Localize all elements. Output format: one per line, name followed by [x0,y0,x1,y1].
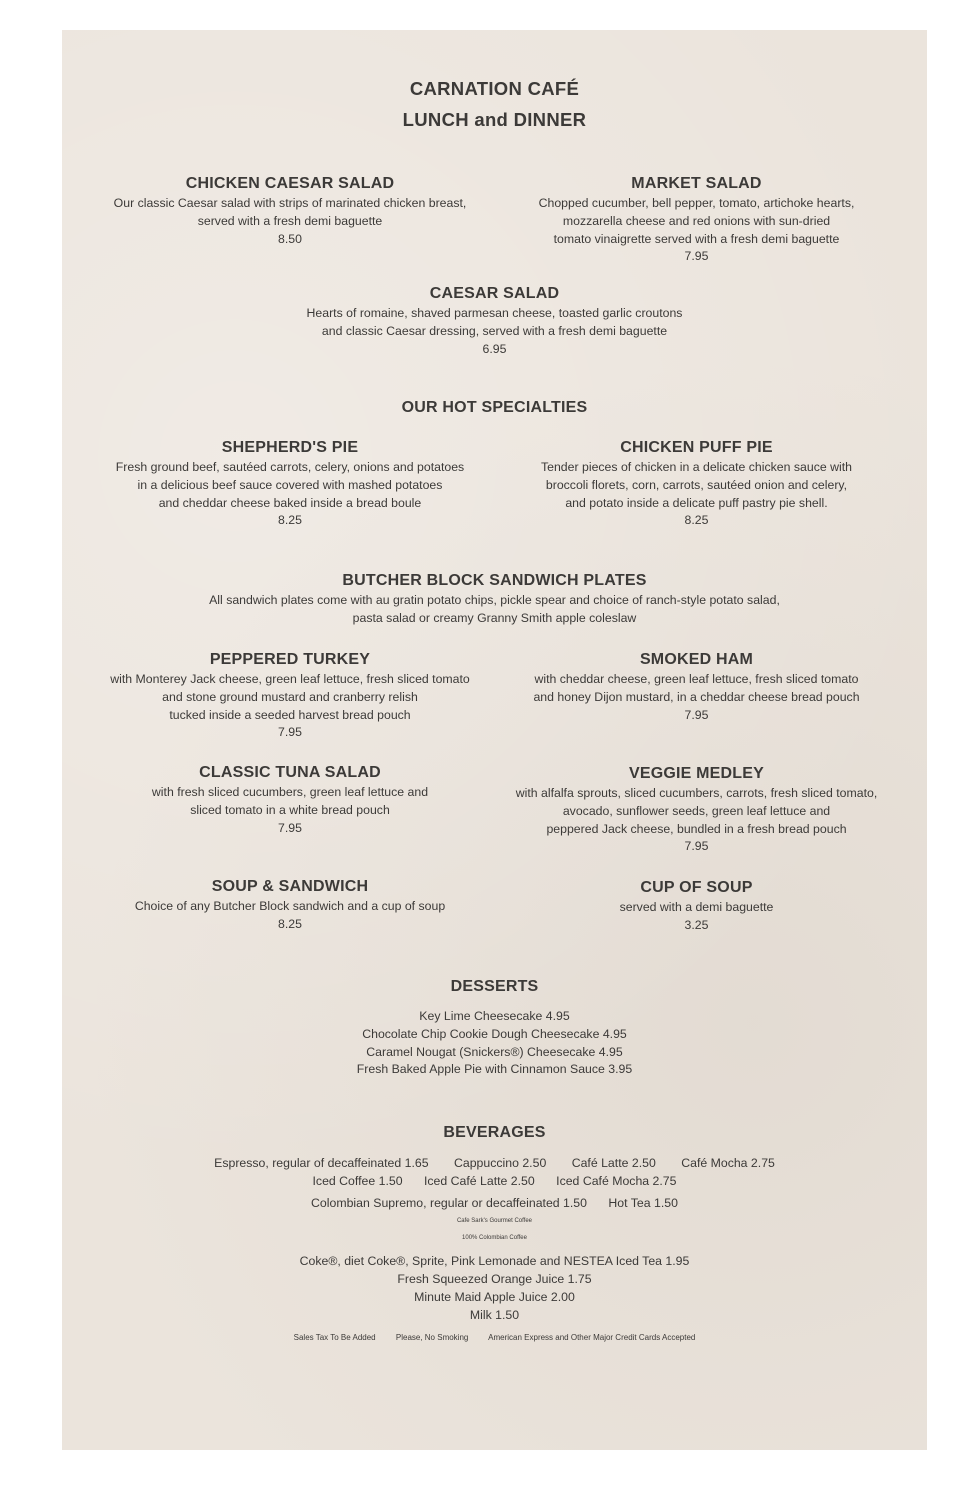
footer-smoking: Please, No Smoking [395,1333,469,1342]
chicken-puff-pie [494,439,899,530]
beverage-item: Iced Coffee 1.50 [312,1173,403,1188]
item-name: VEGGIE MEDLEY [628,765,765,782]
item-desc-line: and potato inside a delicate puff pastry pie shell. [565,495,828,510]
peppered-turkey [94,651,486,742]
item-desc-line: avocado, sunflower seeds, green leaf lettuce and [562,803,831,818]
butcher-block-section [122,572,867,628]
beverage-row: Minute Maid Apple Juice 2.00 [414,1289,575,1304]
item-name: CAESAR SALAD [429,285,560,302]
beverage-item: Café Latte 2.50 [571,1156,656,1170]
beverage-item: Espresso, regular of decaffeinated 1.65 [214,1156,429,1170]
item-price: 7.95 [684,839,709,854]
item-desc-line: sliced tomato in a white bread pouch [190,802,390,817]
item-desc-line: with cheddar cheese, green leaf lettuce, fresh sliced tomato [534,672,859,686]
item-price: 8.50 [278,231,302,246]
item-price: 8.25 [278,916,302,931]
dessert-item: Caramel Nougat (Snickers®) Cheesecake 4.95 [366,1044,623,1059]
item-desc-line: served with a fresh demi baguette [197,213,383,228]
item-price: 7.95 [278,725,302,740]
item-desc-line: mozzarella cheese and red onions with sun-dried [562,213,831,228]
market-salad [494,175,899,266]
beverages-section [122,1124,867,1325]
cup-of-soup [494,879,899,935]
shepherds-pie [94,439,486,530]
item-desc-line: with Monterey Jack cheese, green leaf lettuce, fresh sliced tomato [110,672,470,686]
menu-subtitle: LUNCH and DINNER [402,109,587,130]
item-desc-line: Tender pieces of chicken in a delicate chicken sauce with [540,460,852,474]
caesar-salad [122,285,867,358]
beverage-item: Iced Café Mocha 2.75 [556,1173,677,1188]
dessert-item: Chocolate Chip Cookie Dough Cheesecake 4.95 [362,1026,627,1041]
item-desc-line: tucked inside a seeded harvest bread pouch [169,707,411,722]
item-price: 8.25 [684,513,709,528]
dessert-item: Fresh Baked Apple Pie with Cinnamon Sauce 3.95 [356,1062,633,1077]
coffee-note: Cafe Sark's Gourmet Coffee [456,1218,533,1225]
beverage-row [122,1195,867,1213]
item-desc-line: Chopped cucumber, bell pepper, tomato, artichoke hearts, [538,196,855,210]
beverage-item: Iced Café Latte 2.50 [423,1173,535,1188]
item-desc-line: peppered Jack cheese, bundled in a fresh bread pouch [546,821,847,836]
item-desc-line: and honey Dijon mustard, in a cheddar cheese bread pouch [533,689,860,704]
item-price: 7.95 [278,820,302,835]
coffee-note: 100% Colombian Coffee [462,1235,527,1242]
cafe-name: CARNATION CAFÉ [409,78,580,99]
item-price: 7.95 [684,707,709,722]
item-name: CHICKEN PUFF PIE [620,439,773,456]
item-desc-line: in a delicious beef sauce covered with mashed potatoes [137,477,443,492]
veggie-medley [494,765,899,856]
beverage-item: Café Mocha 2.75 [681,1156,775,1170]
beverage-row [122,1173,867,1191]
item-desc-line: with alfalfa sprouts, sliced cucumbers, carrots, fresh sliced tomato, [515,786,878,800]
desserts-section [122,978,867,1079]
section-desc-line: All sandwich plates come with au gratin potato chips, pickle spear and choice of ranch-style potato salad, [209,593,780,607]
section-desc-line: pasta salad or creamy Granny Smith apple coleslaw [352,610,637,625]
beverage-item: Hot Tea 1.50 [608,1195,678,1210]
item-desc-line: Choice of any Butcher Block sandwich and a cup of soup [134,899,446,913]
item-price: 7.95 [684,249,709,264]
section-heading: BEVERAGES [443,1124,546,1141]
soup-and-sandwich [94,878,486,934]
classic-tuna-salad [94,764,486,837]
beverage-item: Cappuccino 2.50 [453,1156,547,1170]
item-price: 6.95 [482,341,507,356]
beverage-row: Fresh Squeezed Orange Juice 1.75 [397,1272,592,1287]
item-name: MARKET SALAD [631,175,762,192]
item-desc-line: Fresh ground beef, sautéed carrots, celery, onions and potatoes [115,460,465,474]
item-desc-line: with fresh sliced cucumbers, green leaf lettuce and [151,785,429,799]
item-desc-line: and stone ground mustard and cranberry relish [162,689,418,704]
item-price: 3.25 [684,917,709,932]
chicken-caesar-salad [94,175,486,248]
menu-card [62,30,927,1450]
item-name: SOUP & SANDWICH [211,878,369,895]
section-heading: BUTCHER BLOCK SANDWICH PLATES [342,572,647,589]
item-name: PEPPERED TURKEY [209,651,371,668]
dessert-item: Key Lime Cheesecake 4.95 [419,1009,570,1023]
item-name: CLASSIC TUNA SALAD [199,764,381,781]
item-desc-line: tomato vinaigrette served with a fresh demi baguette [553,231,840,246]
item-name: SMOKED HAM [639,651,754,668]
footer-credit: American Express and Other Major Credit Cards Accepted [488,1333,696,1342]
item-name: CHICKEN CAESAR SALAD [185,175,395,192]
beverage-item: Colombian Supremo, regular or decaffeinated 1.50 [311,1195,587,1210]
item-desc-line: broccoli florets, corn, carrots, sautéed onion and celery, [545,477,848,492]
footer [62,1333,927,1342]
item-desc-line: and cheddar cheese baked inside a bread boule [158,495,422,510]
item-desc-line: Hearts of romaine, shaved parmesan cheese, toasted garlic croutons [306,306,683,320]
beverage-row [122,1155,867,1173]
smoked-ham [494,651,899,724]
item-desc-line: Our classic Caesar salad with strips of marinated chicken breast, [113,196,467,210]
item-price: 8.25 [278,513,302,528]
hot-specialties-heading: OUR HOT SPECIALTIES [401,399,588,416]
beverage-row: Coke®, diet Coke®, Sprite, Pink Lemonade and NESTEA Iced Tea 1.95 [299,1254,690,1269]
beverage-row: Milk 1.50 [469,1307,520,1322]
section-heading: DESSERTS [450,978,539,995]
footer-tax: Sales Tax To Be Added [293,1333,376,1342]
item-name: SHEPHERD'S PIE [221,439,359,456]
item-desc-line: served with a demi baguette [619,900,774,914]
item-desc-line: and classic Caesar dressing, served with a fresh demi baguette [321,323,668,338]
item-name: CUP OF SOUP [640,879,753,896]
